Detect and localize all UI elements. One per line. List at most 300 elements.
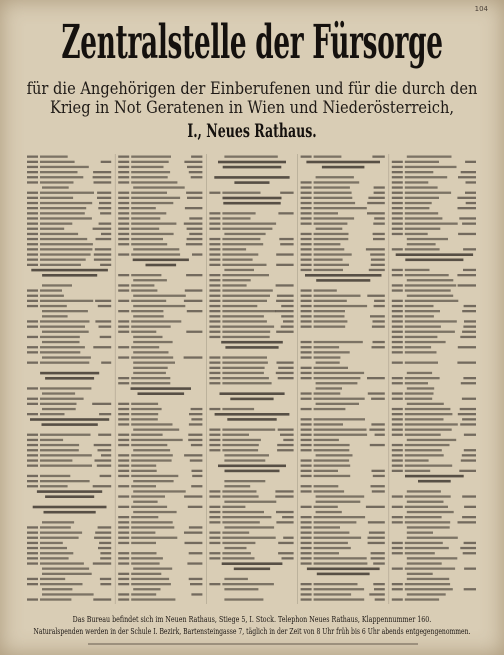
entry-number-mark — [392, 583, 403, 585]
entry-number-mark — [301, 259, 312, 261]
entry-text-mark — [405, 423, 458, 425]
entry-text-mark — [40, 243, 93, 245]
entry-amount-mark — [458, 207, 477, 209]
entry-text-mark — [314, 593, 352, 595]
entry-number-mark — [27, 248, 38, 250]
entry-text-mark — [131, 166, 163, 168]
entry-text-mark — [131, 408, 161, 410]
entry-amount-mark — [94, 537, 111, 539]
entry-text-mark — [222, 284, 246, 286]
entry-text-mark — [405, 341, 446, 343]
entry-amount-mark — [94, 259, 111, 261]
entry-number-mark — [209, 521, 220, 523]
entry-number-mark — [118, 233, 129, 235]
entry-text-mark — [222, 253, 258, 255]
entry-text-mark — [405, 284, 456, 286]
entry-amount-mark — [371, 423, 384, 425]
entry-number-mark — [392, 547, 403, 549]
entry-text-mark — [131, 233, 173, 235]
entry-amount-mark — [95, 320, 111, 322]
entry-number-mark — [301, 295, 312, 297]
entry-text-mark — [222, 320, 267, 322]
entry-amount-mark — [283, 320, 294, 322]
entry-text-mark — [405, 459, 429, 461]
entry-text-mark — [131, 475, 178, 477]
entry-text-mark — [405, 181, 429, 183]
entry-number-mark — [392, 223, 403, 225]
entry-text-mark — [314, 521, 357, 523]
entry-number-mark — [392, 444, 403, 446]
entry-amount-mark — [368, 537, 385, 539]
entry-text-mark — [40, 403, 77, 405]
entry-text-mark — [131, 356, 173, 358]
entry-text-mark — [314, 186, 350, 188]
entry-text-mark — [314, 351, 350, 353]
entry-text-mark — [131, 320, 181, 322]
entry-amount-mark — [98, 526, 112, 528]
entry-text-mark — [133, 501, 157, 503]
entry-amount-mark — [186, 274, 202, 276]
entry-number-mark — [118, 166, 129, 168]
entry-text-mark — [314, 197, 353, 199]
entry-text-mark — [40, 176, 83, 178]
entry-text-mark — [131, 346, 159, 348]
entry-text-mark — [133, 511, 176, 513]
entry-number-mark — [301, 238, 312, 240]
entry-amount-mark — [188, 506, 203, 508]
entry-text-mark — [314, 408, 346, 410]
entry-amount-mark — [96, 238, 112, 240]
entry-text-mark — [405, 310, 440, 312]
entry-amount-mark — [276, 300, 294, 302]
entry-amount-mark — [278, 377, 294, 379]
entry-text-mark — [407, 532, 433, 534]
entry-text-mark — [40, 248, 92, 250]
entry-number-mark — [118, 573, 129, 575]
entry-text-mark — [222, 300, 267, 302]
entry-number-mark — [209, 372, 220, 374]
entry-text-mark — [405, 516, 442, 518]
entry-number-mark — [392, 398, 403, 400]
section-heading-mark — [33, 506, 107, 509]
section-heading-mark — [418, 480, 451, 483]
entry-text-mark — [405, 176, 447, 178]
entry-text-mark — [131, 382, 170, 384]
entry-amount-mark — [93, 562, 111, 564]
entry-text-mark — [131, 413, 158, 415]
entry-text-mark — [131, 573, 161, 575]
entry-text-mark — [405, 588, 453, 590]
entry-number-mark — [118, 197, 129, 199]
entry-amount-mark — [98, 434, 111, 436]
entry-amount-mark — [464, 434, 476, 436]
entry-amount-mark — [99, 326, 112, 328]
entry-number-mark — [301, 253, 312, 255]
entry-number-mark — [118, 202, 129, 204]
entry-amount-mark — [95, 248, 111, 250]
entry-number-mark — [301, 300, 312, 302]
section-heading-mark — [37, 490, 102, 493]
entry-number-mark — [118, 300, 129, 302]
entry-number-mark — [301, 557, 312, 559]
entry-amount-mark — [191, 176, 203, 178]
entry-amount-mark — [367, 202, 385, 204]
entry-text-mark — [407, 403, 444, 405]
entry-amount-mark — [101, 454, 111, 456]
entry-text-mark — [133, 449, 170, 451]
entry-number-mark — [392, 326, 403, 328]
entry-text-mark — [131, 593, 156, 595]
entry-amount-mark — [276, 372, 294, 374]
entry-text-mark — [314, 470, 338, 472]
entry-text-mark — [314, 326, 346, 328]
entry-text-mark — [42, 593, 94, 595]
entry-number-mark — [118, 532, 129, 534]
entry-text-mark — [314, 212, 338, 214]
entry-amount-mark — [189, 578, 203, 580]
section-heading-mark — [42, 423, 98, 426]
entry-text-mark — [131, 516, 158, 518]
entry-number-mark — [209, 248, 220, 250]
entry-text-mark — [131, 192, 167, 194]
entry-amount-mark — [191, 593, 202, 595]
entry-number-mark — [392, 161, 403, 163]
entry-number-mark — [118, 320, 129, 322]
entry-number-mark — [209, 295, 220, 297]
entry-number-mark — [209, 537, 220, 539]
entry-text-mark — [40, 161, 75, 163]
entry-text-mark — [314, 289, 337, 291]
entry-text-mark — [407, 372, 432, 374]
entry-text-mark — [131, 377, 170, 379]
entry-text-mark — [131, 578, 169, 580]
entry-text-mark — [407, 501, 444, 503]
entry-amount-mark — [100, 475, 112, 477]
entry-amount-mark — [463, 248, 476, 250]
entry-number-mark — [301, 223, 312, 225]
entry-text-mark — [131, 444, 167, 446]
entry-amount-mark — [97, 465, 111, 467]
entry-number-mark — [209, 217, 220, 219]
entry-amount-mark — [372, 326, 385, 328]
entry-number-mark — [392, 434, 403, 436]
entry-text-mark — [314, 465, 351, 467]
entry-number-mark — [209, 284, 220, 286]
entry-amount-mark — [184, 495, 202, 497]
entry-amount-mark — [185, 289, 203, 291]
entry-amount-mark — [462, 331, 476, 333]
entry-text-mark — [131, 310, 163, 312]
entry-number-mark — [301, 326, 312, 328]
entry-text-mark — [40, 434, 91, 436]
entry-number-mark — [301, 434, 312, 436]
entry-text-mark — [222, 295, 270, 297]
entry-text-mark — [316, 403, 359, 405]
entry-number-mark — [301, 398, 312, 400]
donation-list-columns — [24, 154, 480, 606]
entry-text-mark — [40, 212, 85, 214]
entry-amount-mark — [370, 253, 385, 255]
entry-text-mark — [405, 408, 451, 410]
entry-text-mark — [314, 542, 348, 544]
entry-number-mark — [392, 552, 403, 554]
entry-text-mark — [224, 454, 269, 456]
entry-number-mark — [27, 362, 38, 364]
entry-text-mark — [314, 562, 368, 564]
entry-number-mark — [301, 439, 312, 441]
entry-text-mark — [131, 557, 163, 559]
entry-amount-mark — [93, 171, 111, 173]
entry-amount-mark — [189, 413, 202, 415]
entry-text-mark — [131, 532, 155, 534]
entry-amount-mark — [368, 197, 384, 199]
entry-text-mark — [314, 356, 341, 358]
entry-amount-mark — [466, 181, 477, 183]
entry-number-mark — [27, 403, 38, 405]
entry-text-mark — [40, 336, 80, 338]
entry-number-mark — [118, 562, 129, 564]
entry-text-mark — [314, 305, 368, 307]
entry-text-mark — [316, 382, 358, 384]
entry-number-mark — [392, 449, 403, 451]
entry-text-mark — [40, 439, 63, 441]
entry-text-mark — [40, 444, 79, 446]
entry-text-mark — [222, 326, 274, 328]
entry-number-mark — [209, 367, 220, 369]
printer-imprint — [88, 643, 418, 645]
entry-amount-mark — [187, 166, 202, 168]
entry-text-mark — [314, 377, 361, 379]
entry-number-mark — [392, 459, 403, 461]
entry-text-mark — [316, 176, 354, 178]
entry-text-mark — [40, 197, 73, 199]
entry-number-mark — [392, 362, 403, 364]
entry-number-mark — [118, 382, 129, 384]
entry-text-mark — [316, 495, 365, 497]
entry-text-mark — [42, 568, 89, 570]
entry-number-mark — [27, 171, 38, 173]
subtitle-line-1: für die Angehörigen der Einberufenen und für die durch den — [26, 79, 478, 99]
entry-text-mark — [131, 326, 171, 328]
section-heading-mark — [133, 259, 189, 262]
entry-amount-mark — [275, 310, 294, 312]
entry-text-mark — [314, 475, 351, 477]
entry-number-mark — [209, 320, 220, 322]
entry-amount-mark — [280, 243, 293, 245]
entry-number-mark — [301, 593, 312, 595]
entry-number-mark — [27, 526, 38, 528]
entry-amount-mark — [370, 444, 385, 446]
entry-text-mark — [314, 207, 367, 209]
entry-number-mark — [209, 377, 220, 379]
entry-amount-mark — [98, 207, 111, 209]
entry-amount-mark — [461, 382, 476, 384]
entry-amount-mark — [101, 233, 111, 235]
entry-amount-mark — [460, 408, 476, 410]
entry-text-mark — [131, 583, 171, 585]
entry-number-mark — [392, 176, 403, 178]
entry-text-mark — [222, 238, 260, 240]
entry-number-mark — [392, 351, 403, 353]
entry-text-mark — [222, 439, 261, 441]
entry-amount-mark — [278, 429, 294, 431]
entry-number-mark — [209, 331, 220, 333]
entry-number-mark — [27, 537, 38, 539]
section-heading-mark — [138, 392, 185, 395]
entry-amount-mark — [186, 192, 202, 194]
entry-number-mark — [301, 423, 312, 425]
entry-number-mark — [118, 161, 129, 163]
entry-text-mark — [314, 367, 348, 369]
entry-text-mark — [405, 326, 441, 328]
entry-text-mark — [40, 552, 73, 554]
entry-number-mark — [27, 459, 38, 461]
entry-amount-mark — [93, 176, 112, 178]
entry-number-mark — [27, 351, 38, 353]
section-heading-mark — [305, 274, 382, 277]
entry-amount-mark — [457, 362, 476, 364]
entry-number-mark — [118, 156, 129, 158]
entry-text-mark — [314, 429, 367, 431]
entry-number-mark — [118, 326, 129, 328]
entry-text-mark — [222, 542, 255, 544]
entry-text-mark — [314, 223, 348, 225]
entry-amount-mark — [371, 557, 385, 559]
entry-text-mark — [40, 223, 72, 225]
entry-text-mark — [40, 166, 89, 168]
entry-number-mark — [118, 593, 129, 595]
entry-number-mark — [118, 212, 129, 214]
entry-amount-mark — [99, 413, 111, 415]
entry-text-mark — [405, 274, 449, 276]
entry-amount-mark — [373, 320, 385, 322]
entry-amount-mark — [189, 526, 203, 528]
entry-text-mark — [224, 501, 276, 503]
entry-text-mark — [314, 217, 355, 219]
entry-text-mark — [222, 310, 275, 312]
entry-text-mark — [222, 377, 269, 379]
entry-number-mark — [118, 521, 129, 523]
entry-number-mark — [301, 310, 312, 312]
entry-text-mark — [40, 532, 82, 534]
entry-number-mark — [118, 444, 129, 446]
section-heading-mark — [227, 418, 276, 421]
entry-number-mark — [301, 449, 312, 451]
entry-text-mark — [40, 480, 90, 482]
entry-amount-mark — [190, 583, 202, 585]
entry-text-mark — [405, 212, 438, 214]
entry-text-mark — [405, 289, 451, 291]
entry-amount-mark — [462, 418, 476, 420]
entry-number-mark — [27, 552, 38, 554]
entry-text-mark — [42, 408, 76, 410]
entry-number-mark — [27, 562, 38, 564]
entry-number-mark — [301, 356, 312, 358]
entry-amount-mark — [187, 238, 203, 240]
entry-number-mark — [392, 233, 403, 235]
entry-amount-mark — [367, 295, 385, 297]
entry-text-mark — [314, 192, 352, 194]
footer-donations-notice: Naturalspenden werden in der Schule I. Bezirk, Bartensteingasse 7, täglich in der Zeit von 8 Uhr früh bis 6 Uhr abends entgegengenommen. — [33, 627, 471, 636]
entry-number-mark — [118, 475, 129, 477]
entry-number-mark — [392, 465, 403, 467]
entry-number-mark — [301, 537, 312, 539]
entry-text-mark — [40, 295, 64, 297]
entry-amount-mark — [371, 552, 385, 554]
entry-text-mark — [222, 434, 249, 436]
entry-number-mark — [27, 465, 38, 467]
entry-text-mark — [131, 176, 168, 178]
entry-amount-mark — [99, 223, 112, 225]
entry-amount-mark — [190, 459, 203, 461]
entry-text-mark — [314, 156, 342, 158]
entry-text-mark — [314, 181, 360, 183]
entry-text-mark — [133, 341, 172, 343]
entry-number-mark — [392, 269, 403, 271]
entry-amount-mark — [371, 259, 385, 261]
entry-amount-mark — [458, 176, 476, 178]
entry-amount-mark — [92, 403, 111, 405]
entry-text-mark — [222, 444, 258, 446]
entry-number-mark — [301, 588, 312, 590]
entry-number-mark — [27, 485, 38, 487]
entry-amount-mark — [187, 228, 203, 230]
entry-text-mark — [222, 243, 263, 245]
entry-text-mark — [405, 233, 428, 235]
entry-number-mark — [118, 217, 129, 219]
section-heading-mark — [45, 377, 94, 380]
entry-text-mark — [224, 480, 265, 482]
entry-amount-mark — [371, 398, 385, 400]
entry-number-mark — [301, 490, 312, 492]
entry-number-mark — [209, 444, 220, 446]
entry-text-mark — [314, 259, 343, 261]
entry-text-mark — [314, 269, 343, 271]
entry-number-mark — [27, 320, 38, 322]
entry-amount-mark — [93, 598, 111, 600]
entry-amount-mark — [460, 336, 476, 338]
entry-number-mark — [392, 166, 403, 168]
section-heading-mark — [223, 197, 282, 200]
entry-number-mark — [27, 197, 38, 199]
entry-number-mark — [209, 279, 220, 281]
entry-amount-mark — [460, 547, 476, 549]
entry-amount-mark — [280, 192, 293, 194]
entry-text-mark — [407, 387, 434, 389]
entry-amount-mark — [458, 284, 476, 286]
entry-number-mark — [209, 506, 220, 508]
entry-number-mark — [27, 532, 38, 534]
entry-text-mark — [405, 382, 428, 384]
entry-number-mark — [118, 598, 129, 600]
entry-text-mark — [40, 562, 84, 564]
entry-text-mark — [407, 238, 448, 240]
entry-number-mark — [209, 238, 220, 240]
entry-number-mark — [301, 470, 312, 472]
entry-number-mark — [27, 166, 38, 168]
entry-text-mark — [314, 310, 345, 312]
entry-text-mark — [40, 465, 92, 467]
entry-text-mark — [222, 305, 257, 307]
entry-number-mark — [27, 542, 38, 544]
entry-number-mark — [301, 562, 312, 564]
entry-text-mark — [40, 475, 70, 477]
entry-amount-mark — [184, 356, 203, 358]
entry-amount-mark — [189, 552, 203, 554]
entry-number-mark — [392, 377, 403, 379]
entry-text-mark — [314, 557, 367, 559]
entry-number-mark — [392, 202, 403, 204]
